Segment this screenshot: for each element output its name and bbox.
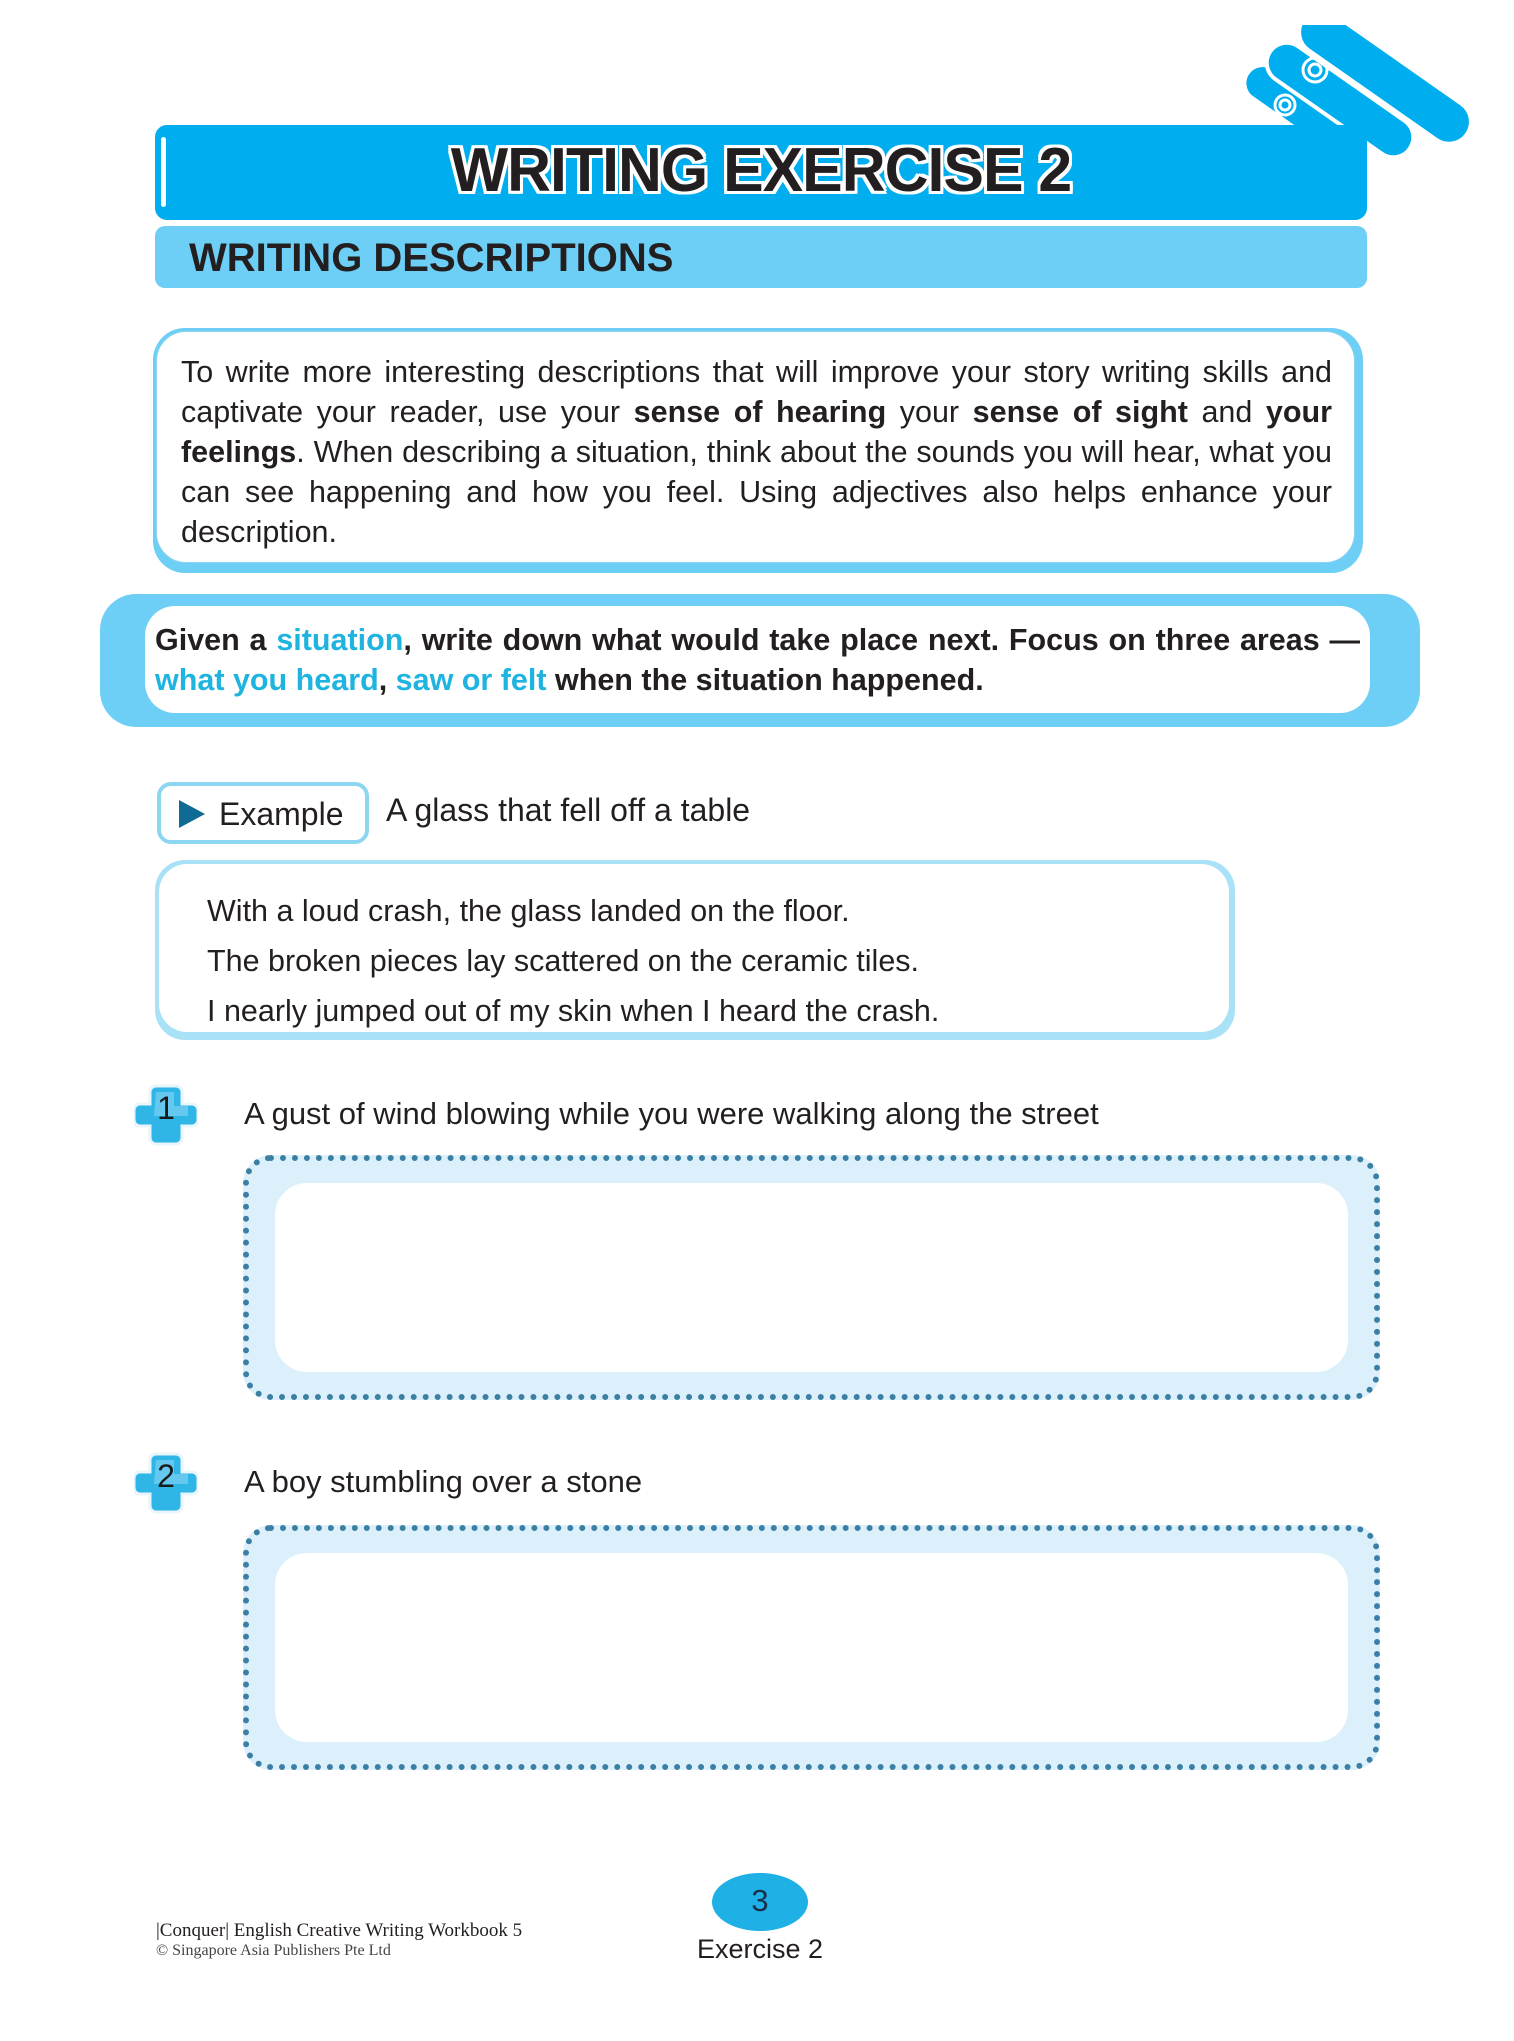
example-prompt: A glass that fell off a table (386, 792, 751, 828)
page-number: 3 (751, 1883, 769, 1918)
intro-bold-sight: sense of sight (972, 395, 1188, 429)
book-title: |Conquer| English Creative Writing Workbook 5 (156, 1920, 523, 1941)
instr-seg: , (378, 663, 396, 697)
title-gloss (161, 137, 166, 207)
intro-seg: and (1187, 395, 1266, 429)
instruction-text (145, 606, 1370, 713)
question-number-badge (134, 1082, 198, 1146)
footer-credits (156, 1920, 522, 1961)
example-label-pill (157, 782, 369, 844)
intro-seg: To write more interesting descriptions that will improve your story writing skills and captivate your reader, use your (181, 355, 1332, 429)
instr-highlight-situation: situation (276, 623, 404, 657)
intro-seg: your (886, 395, 973, 429)
example-line: The broken pieces lay scattered on the ceramic tiles. (207, 944, 920, 978)
instr-highlight-saw-felt: saw or felt (395, 663, 547, 697)
instruction-box (100, 594, 1420, 727)
example-answer-text (159, 864, 1229, 1032)
question-prompt: A boy stumbling over a stone (244, 1464, 643, 1499)
instr-highlight-heard: what you heard (155, 663, 379, 697)
example-line: With a loud crash, the glass landed on the floor. (207, 894, 850, 928)
question-number-badge (134, 1450, 198, 1514)
intro-seg: . When describing a situation, think about the sounds you will hear, what you can see happening and how you feel. Using adjectives also helps enhance your description. (181, 435, 1332, 549)
title-banner (155, 125, 1367, 220)
intro-text (156, 331, 1355, 563)
answer-box-2[interactable] (243, 1525, 1380, 1770)
question-prompt: A gust of wind blowing while you were walking along the street (244, 1096, 1099, 1131)
intro-bold-feelings: your feelings (181, 395, 1332, 469)
answer-area-2[interactable] (275, 1553, 1348, 1742)
example-line: I nearly jumped out of my skin when I heard the crash. (207, 994, 940, 1028)
intro-box (153, 328, 1363, 573)
subtitle-banner (155, 226, 1367, 288)
question-number: 2 (157, 1458, 175, 1494)
answer-box-1[interactable] (243, 1155, 1380, 1400)
page-label: Exercise 2 (696, 1934, 824, 1964)
instr-seg: when the situation happened. (546, 663, 984, 697)
instr-seg: Given a (155, 623, 277, 657)
example-answer-box (155, 860, 1235, 1040)
copyright: © Singapore Asia Publishers Pte Ltd (156, 1942, 391, 1959)
intro-bold-hearing: sense of hearing (633, 395, 887, 429)
page-number-badge (712, 1873, 808, 1931)
question-number: 1 (157, 1090, 175, 1126)
page-title: WRITING EXERCISE 2 (450, 136, 1072, 205)
instr-seg: , write down what would take place next. Focus on three areas — (403, 623, 1360, 657)
example-label: Example (219, 796, 344, 832)
page-subtitle: WRITING DESCRIPTIONS (189, 236, 674, 280)
answer-area-1[interactable] (275, 1183, 1348, 1372)
play-triangle-icon (179, 800, 205, 828)
